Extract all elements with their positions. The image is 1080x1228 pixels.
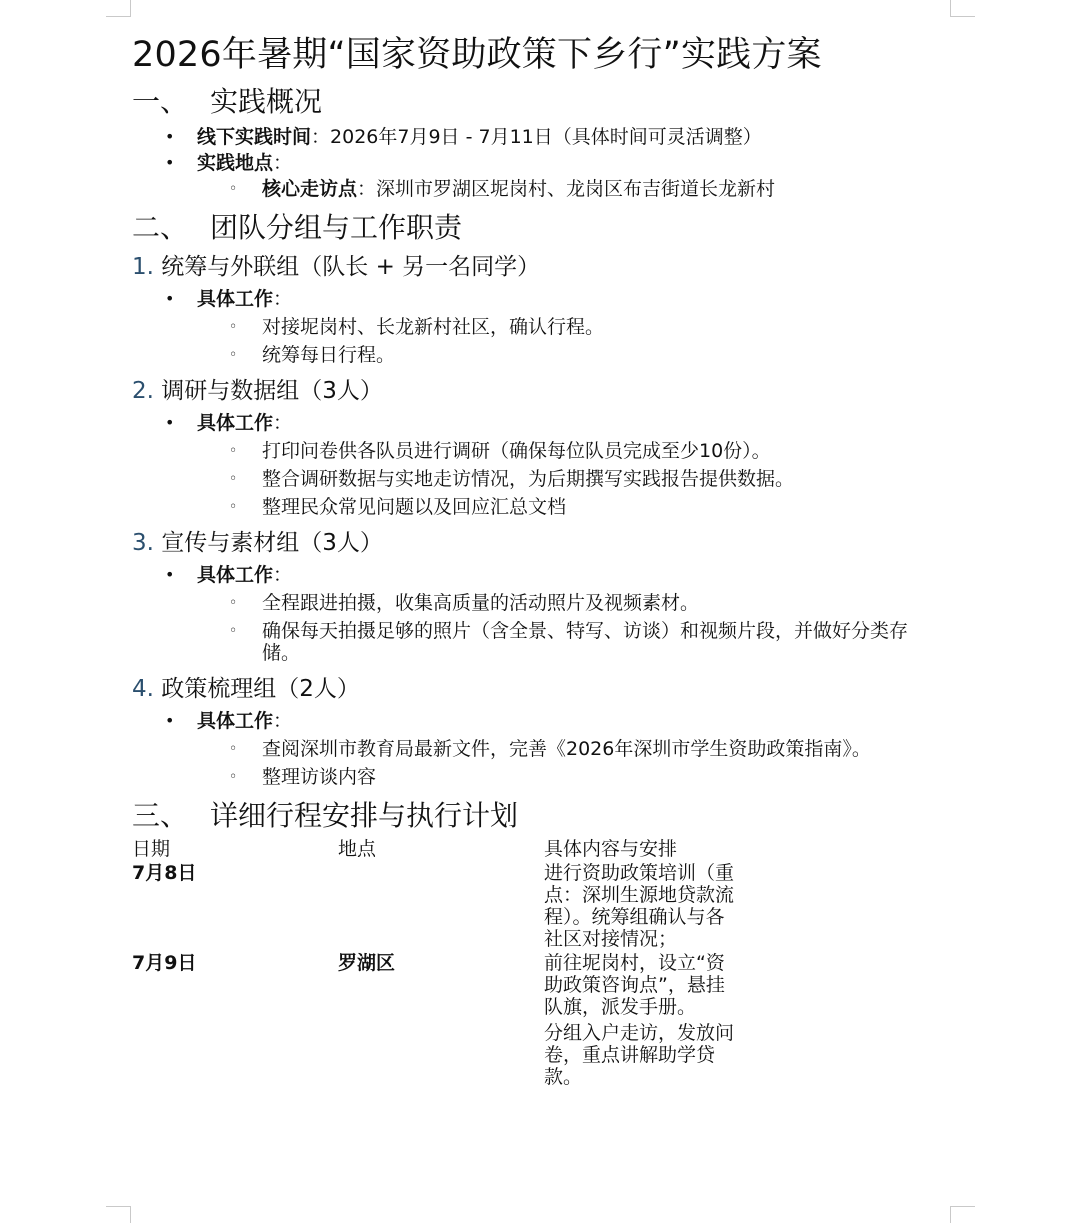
item-colon: ： [273, 412, 293, 434]
schedule-table [132, 838, 952, 1088]
table-row [132, 952, 952, 1088]
date-cell: 7月9日 [132, 952, 197, 974]
section-number: 一、 [132, 85, 189, 118]
item-colon: ： [273, 288, 293, 310]
item-label: 线下实践时间 [197, 126, 312, 148]
item-value: ：2026年7月9日 - 7月11日（具体时间可灵活调整） [311, 126, 762, 148]
content-cell [544, 862, 742, 950]
item-colon: ： [273, 152, 293, 174]
group-number: 2. [132, 378, 154, 404]
section-heading [132, 84, 952, 120]
page-corner-mark [950, 0, 975, 17]
list-item [132, 126, 952, 148]
group-number: 4. [132, 676, 154, 702]
date-cell: 7月8日 [132, 862, 197, 884]
page-corner-mark [106, 0, 131, 17]
section-heading [132, 210, 952, 246]
group-heading [132, 376, 952, 406]
document-title: 2026年暑期“国家资助政策下乡行”实践方案 [132, 35, 822, 75]
group-heading [132, 252, 952, 282]
task-item: ◦ 全程跟进拍摄，收集高质量的活动照片及视频素材。 [132, 592, 952, 614]
section-title: 实践概况 [210, 85, 323, 118]
task-item: ◦ 确保每天拍摄足够的照片（含全景、特写、访谈）和视频片段，并做好分类存储。 [132, 620, 952, 664]
group-title: 政策梳理组（2人） [161, 676, 360, 702]
place-cell [338, 862, 544, 950]
list-item [132, 710, 952, 732]
sub-list-item [132, 178, 952, 200]
item-label: 实践地点 [197, 152, 274, 174]
group-number: 1. [132, 254, 154, 280]
task-item: ◦ 对接坭岗村、长龙新村社区，确认行程。 [132, 316, 952, 338]
item-colon: ： [273, 710, 293, 732]
list-item [132, 288, 952, 310]
content-paragraph: 分组入户走访，发放问卷，重点讲解助学贷款。 [544, 1022, 735, 1088]
task-item: ◦ 整理访谈内容 [132, 766, 952, 788]
task-item: ◦ 整理民众常见问题以及回应汇总文档 [132, 496, 952, 518]
item-label: 具体工作 [197, 710, 274, 732]
item-label: 具体工作 [197, 288, 274, 310]
content-cell [544, 952, 742, 1088]
column-header: 具体内容与安排 [544, 838, 678, 860]
page-corner-mark [950, 1206, 975, 1223]
item-label: 具体工作 [197, 564, 274, 586]
table-row [132, 862, 952, 950]
group-heading [132, 674, 952, 704]
column-header: 地点 [338, 838, 377, 860]
group-title: 统筹与外联组（队长 + 另一名同学） [161, 254, 541, 280]
item-colon: ： [273, 564, 293, 586]
task-item: ◦ 整合调研数据与实地走访情况，为后期撰写实践报告提供数据。 [132, 468, 952, 490]
item-value: ：深圳市罗湖区坭岗村、龙岗区布吉街道长龙新村 [357, 178, 776, 200]
list-item [132, 152, 952, 174]
column-header: 日期 [132, 838, 171, 860]
task-item: ◦ 打印问卷供各队员进行调研（确保每位队员完成至少10份）。 [132, 440, 952, 462]
task-item: ◦ 查阅深圳市教育局最新文件，完善《2026年深圳市学生资助政策指南》。 [132, 738, 952, 760]
item-label: 核心走访点 [262, 178, 358, 200]
list-item [132, 564, 952, 586]
content-paragraph: 前往坭岗村，设立“资助政策咨询点”，悬挂队旗，派发手册。 [544, 952, 725, 1018]
page-corner-mark [106, 1206, 131, 1223]
item-label: 具体工作 [197, 412, 274, 434]
group-title: 调研与数据组（3人） [161, 378, 383, 404]
document-body [132, 34, 952, 1088]
task-item: ◦ 统筹每日行程。 [132, 344, 952, 366]
section-heading [132, 798, 952, 834]
section-title: 团队分组与工作职责 [210, 211, 463, 244]
section-number: 二、 [132, 211, 189, 244]
group-heading [132, 528, 952, 558]
table-header-row [132, 838, 952, 860]
group-title: 宣传与素材组（3人） [161, 530, 383, 556]
section-title: 详细行程安排与执行计划 [210, 799, 519, 832]
place-cell: 罗湖区 [338, 952, 396, 974]
section-number: 三、 [132, 799, 189, 832]
content-paragraph: 进行资助政策培训（重点：深圳生源地贷款流程）。统筹组确认与各社区对接情况； [544, 862, 735, 950]
group-number: 3. [132, 530, 154, 556]
list-item [132, 412, 952, 434]
